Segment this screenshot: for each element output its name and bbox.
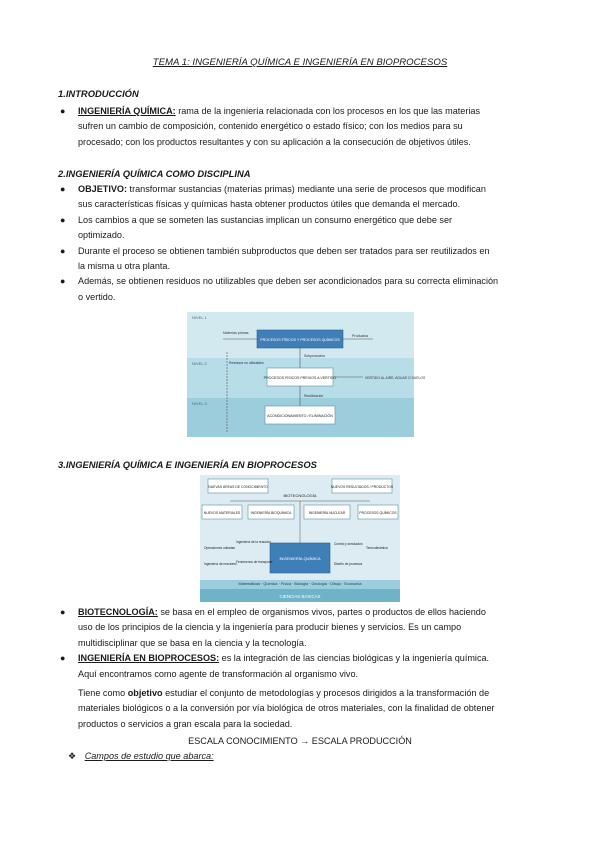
page-title: TEMA 1: INGENIERÍA QUÍMICA E INGENIERÍA EN BIOPROCESOS — [152, 57, 448, 68]
text-line: uso de los principios de la ciencia y la ingeniería para producir bienes y servicios. Es un campo — [78, 622, 462, 633]
text-fragment: Tiene como — [78, 688, 128, 698]
text-line: sus características físicas y químicas hasta obtener productos útiles que demanda el mercado. — [78, 199, 461, 210]
text-line: sufren un cambio de composición, contenido energético o estado físico; con los medios para su — [78, 121, 463, 132]
diamond-bullet-icon: ❖ — [68, 751, 77, 761]
field-label: Ingeniería de la reacción — [236, 540, 271, 544]
text-line: la misma u otra planta. — [78, 261, 170, 272]
term: INGENIERÍA QUÍMICA: — [78, 106, 176, 116]
text-line: Durante el proceso se obtienen también subproductos que deben ser tratados para ser reutilizados en — [78, 245, 490, 256]
box-label: PROCESOS FÍSICOS Y PROCESOS QUÍMICOS — [260, 338, 340, 342]
scale-line: ESCALA CONOCIMIENTO → ESCALA PRODUCCIÓN — [188, 736, 412, 746]
bullet-icon: ● — [60, 276, 66, 287]
text-line: es la integración de las ciencias biológicas y la ingeniería química. — [219, 653, 490, 664]
bold-word: objetivo — [127, 688, 163, 698]
objective-paragraph — [78, 686, 550, 732]
box-label: NUEVOS MATERIALES — [203, 511, 241, 515]
text-line: Los cambios a que se someten las sustancias implican un consumo energético que debe ser — [78, 214, 453, 225]
sub-heading: Campos de estudio que abarca: — [84, 751, 214, 761]
output-label: Productos — [352, 334, 369, 338]
field-label: Fenómenos de transporte — [236, 560, 273, 564]
box-label: NUEVAS ÁREAS DE CONOCIMIENTO — [208, 485, 268, 489]
level-label: NIVEL 1 — [192, 315, 207, 320]
residues-label: Residuos no utilizables — [229, 361, 264, 365]
band-label: CIENCIAS BÁSICAS — [279, 594, 321, 599]
section2-list — [58, 182, 550, 305]
text-line: productos o servicios a gran escala para la sociedad. — [78, 718, 293, 729]
list-item — [58, 651, 550, 682]
text-line: materiales biológicos o a la conversión por vía biológica de otros materiales, con la finalidad de obtener — [78, 703, 495, 714]
list-item — [58, 244, 550, 275]
text-line: o vertido. — [78, 291, 116, 302]
bullet-icon: ● — [60, 653, 66, 664]
text-line: optimizado. — [78, 230, 125, 241]
box-label: PROCESOS FÍSICOS PREVIOS A VERTIDO — [263, 376, 337, 380]
list-item — [58, 605, 550, 651]
term: BIOTECNOLOGÍA: — [78, 607, 158, 617]
field-label: Control y simulación — [334, 542, 363, 546]
level-label: NIVEL 3 — [192, 401, 207, 406]
box-label: INGENIERÍA NUCLEAR — [308, 511, 346, 515]
section1-list — [58, 104, 550, 150]
bullet-icon: ● — [60, 106, 66, 116]
byproducts-label: Subproductos — [304, 354, 325, 358]
reuse-label: Reutilización — [304, 394, 324, 398]
text-line: Además, se obtienen residuos no utilizables que deben ser acondicionados para su correcta eliminación — [78, 276, 499, 287]
sub-item — [68, 751, 214, 762]
field-label: Diseño de procesos — [334, 562, 363, 566]
box-label: PROCESOS QUÍMICOS — [359, 511, 397, 515]
section3-list — [58, 605, 550, 682]
section-heading-bioprocesos: 3.INGENIERÍA QUÍMICA E INGENIERÍA EN BIOPROCESOS — [58, 459, 317, 470]
field-label: Operaciones unitarias — [204, 546, 236, 550]
box-label: NUEVOS RESULTADOS / PRODUCTOS — [330, 485, 394, 489]
text-line: estudiar el conjunto de metodologías y procesos dirigidos a la transformación de — [162, 688, 490, 698]
text-line: Aquí encontramos como agente de transformación al organismo vivo. — [78, 668, 359, 679]
text-line: multidisciplinar que se basa en la ciencia y la tecnología. — [78, 637, 307, 648]
bullet-icon: ● — [60, 245, 66, 256]
bullet-icon: ● — [60, 607, 66, 617]
list-item — [58, 182, 550, 213]
list-item — [58, 274, 550, 305]
text-line: transformar sustancias (materias primas) mediante una serie de procesos que modifican — [127, 184, 486, 194]
chemical-engineering-diagram — [200, 475, 400, 602]
box-label: INGENIERÍA QUÍMICA — [279, 556, 321, 561]
bullet-icon: ● — [60, 214, 66, 225]
text-line: se basa en el empleo de organismos vivos, partes o productos de ellos haciendo — [157, 607, 486, 617]
box-label: ACONDICIONAMIENTO / ELIMINACIÓN — [267, 414, 333, 418]
field-label: Termodinámica — [366, 546, 388, 550]
text-line: procesado; con los productos resultantes y con su aplicación a la consecución de objetivos útiles. — [78, 136, 471, 147]
sciences-label: Matemáticas · Química · Física · Biología · Geología · Dibujo · Economía — [238, 582, 362, 586]
box-label: INGENIERÍA BIOQUÍMICA — [250, 511, 292, 515]
dump-label: VERTIDO AL AIRE, AGUAS O SUELOS — [365, 376, 426, 380]
list-item — [58, 104, 550, 150]
term: INGENIERÍA EN BIOPROCESOS: — [78, 653, 220, 664]
field-label: Ingeniería de reactores — [204, 562, 237, 566]
section-heading-introduccion: 1.INTRODUCCIÓN — [58, 88, 139, 99]
biotec-label: BIOTECNOLOGÍA — [283, 493, 317, 498]
process-levels-diagram — [187, 312, 426, 437]
bullet-icon: ● — [60, 184, 66, 194]
text-line: rama de la ingeniería relacionada con los procesos en los que las materias — [175, 106, 480, 116]
term: OBJETIVO: — [78, 184, 128, 194]
list-item — [58, 213, 550, 244]
level-label: NIVEL 2 — [192, 361, 207, 366]
section-heading-disciplina: 2.INGENIERÍA QUÍMICA COMO DISCIPLINA — [58, 168, 251, 179]
input-label: Materias primas — [223, 331, 249, 335]
